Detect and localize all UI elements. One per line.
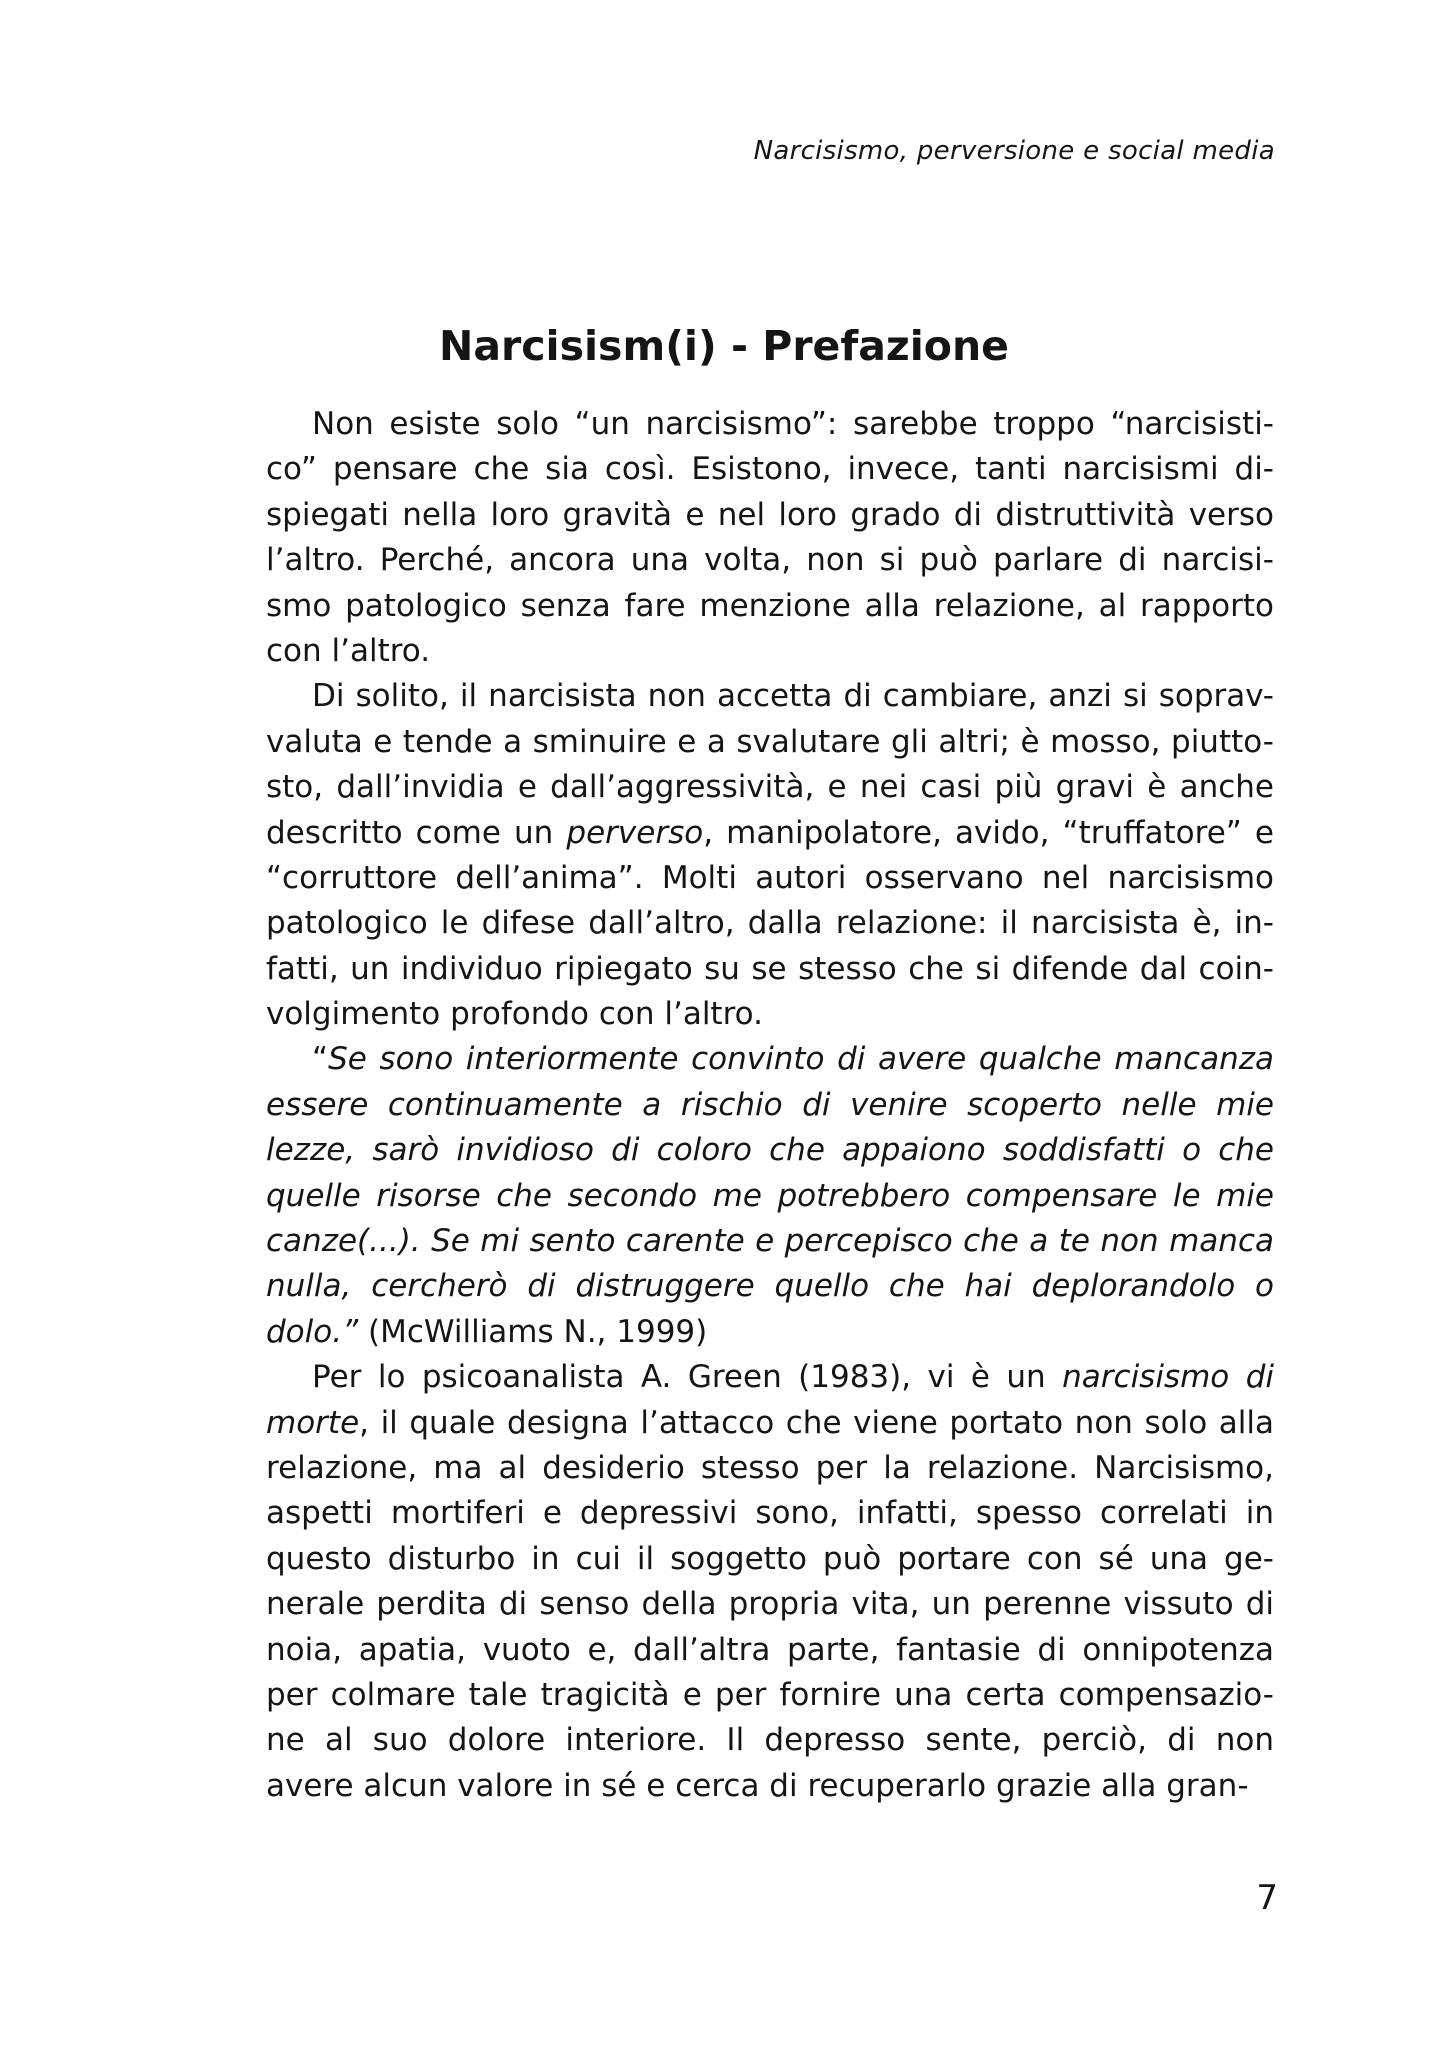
text-line (266, 1083, 1274, 1128)
text-segment: nerale perdita di senso della propria vita, un perenne vissuto di (266, 1586, 1274, 1623)
text-line (266, 901, 1274, 946)
italic-text: dolo.” (266, 1313, 359, 1350)
text-line (266, 1673, 1274, 1718)
text-line (266, 765, 1274, 810)
text-line (266, 856, 1274, 901)
italic-text: canze(...). Se mi sento carente e percepisco che a te non manca (266, 1223, 1274, 1260)
text-segment: questo disturbo in cui il soggetto può portare con sé una ge- (266, 1540, 1274, 1577)
text-segment: ne al suo dolore interiore. Il depresso sente, perciò, di non (266, 1722, 1274, 1759)
text-segment: co” pensare che sia così. Esistono, invece, tanti narcisismi di- (266, 451, 1274, 488)
text-line (266, 447, 1274, 492)
text-segment: l’altro. Perché, ancora una volta, non si può parlare di narcisi- (266, 542, 1274, 579)
text-line (266, 1764, 1274, 1809)
text-line (266, 538, 1274, 583)
text-segment: “ (312, 1041, 329, 1078)
text-segment: fatti, un individuo ripiegato su se stesso che si difende dal coin- (266, 950, 1274, 987)
text-segment: relazione, ma al desiderio stesso per la relazione. Narcisismo, (266, 1449, 1274, 1486)
chapter-title: Narcisism(i) - Prefazione (439, 322, 1009, 370)
italic-text: narcisismo di (1062, 1359, 1274, 1396)
text-segment: descritto come un (266, 814, 567, 851)
text-line (266, 1310, 1274, 1355)
text-line (266, 1401, 1274, 1446)
italic-text: lezze, sarò invidioso di coloro che appaiono soddisfatti o che (266, 1132, 1274, 1169)
text-segment: per colmare tale tragicità e per fornire una certa compensazio- (266, 1676, 1274, 1713)
running-head: Narcisismo, perversione e social media (753, 136, 1275, 166)
text-line (266, 1174, 1274, 1219)
text-line (266, 1582, 1274, 1627)
italic-text: nulla, cercherò di distruggere quello che hai deplorandolo o (266, 1268, 1274, 1305)
text-line (266, 1446, 1274, 1491)
text-segment: patologico le difese dall’altro, dalla relazione: il narcisista è, in- (266, 905, 1274, 942)
text-line (266, 1219, 1274, 1264)
text-line (266, 720, 1274, 765)
text-segment: volgimento profondo con l’altro. (266, 996, 763, 1033)
text-segment: aspetti mortiferi e depressivi sono, infatti, spesso correlati in (266, 1495, 1274, 1532)
italic-text: essere continuamente a rischio di venire scoperto nelle mie (266, 1086, 1274, 1123)
text-line (266, 629, 1274, 674)
italic-text: perverso (566, 814, 704, 851)
text-line (266, 1628, 1274, 1673)
text-line (266, 584, 1274, 629)
text-segment: , manipolatore, avido, “truffatore” e (703, 814, 1274, 851)
italic-text: Se sono interiormente convinto di avere qualche mancanza (328, 1041, 1274, 1078)
text-line (266, 1355, 1274, 1400)
text-line (266, 674, 1274, 719)
text-segment: con l’altro. (266, 632, 431, 669)
text-line (266, 1264, 1274, 1309)
text-segment: avere alcun valore in sé e cerca di recuperarlo grazie alla gran- (266, 1767, 1249, 1804)
text-line (266, 992, 1274, 1037)
text-segment: (McWilliams N., 1999) (358, 1313, 708, 1350)
text-segment: spiegati nella loro gravità e nel loro grado di distruttività verso (266, 496, 1274, 533)
text-segment: “corruttore dell’anima”. Molti autori osservano nel narcisismo (266, 859, 1274, 896)
text-line (266, 1537, 1274, 1582)
text-line (266, 402, 1274, 447)
text-segment: sto, dall’invidia e dall’aggressività, e nei casi più gravi è anche (266, 769, 1274, 806)
text-line (266, 1718, 1274, 1763)
text-segment: Di solito, il narcisista non accetta di cambiare, anzi si soprav- (312, 678, 1274, 715)
body-text (266, 402, 1274, 1809)
text-segment: Per lo psicoanalista A. Green (1983), vi è un (312, 1359, 1063, 1396)
text-line (266, 1491, 1274, 1536)
text-line (266, 811, 1274, 856)
italic-text: morte (266, 1404, 360, 1441)
text-segment: noia, apatia, vuoto e, dall’altra parte, fantasie di onnipotenza (266, 1631, 1274, 1668)
text-segment: smo patologico senza fare menzione alla relazione, al rapporto (266, 587, 1274, 624)
text-line (266, 947, 1274, 992)
text-segment: valuta e tende a sminuire e a svalutare gli altri; è mosso, piutto- (266, 723, 1274, 760)
text-line (266, 1128, 1274, 1173)
text-line (266, 493, 1274, 538)
page-number: 7 (1256, 1878, 1278, 1918)
text-line (266, 1037, 1274, 1082)
italic-text: quelle risorse che secondo me potrebbero compensare le mie (266, 1177, 1274, 1214)
text-segment: Non esiste solo “un narcisismo”: sarebbe troppo “narcisisti- (312, 406, 1274, 442)
text-segment: , il quale designa l’attacco che viene portato non solo alla (359, 1404, 1274, 1441)
